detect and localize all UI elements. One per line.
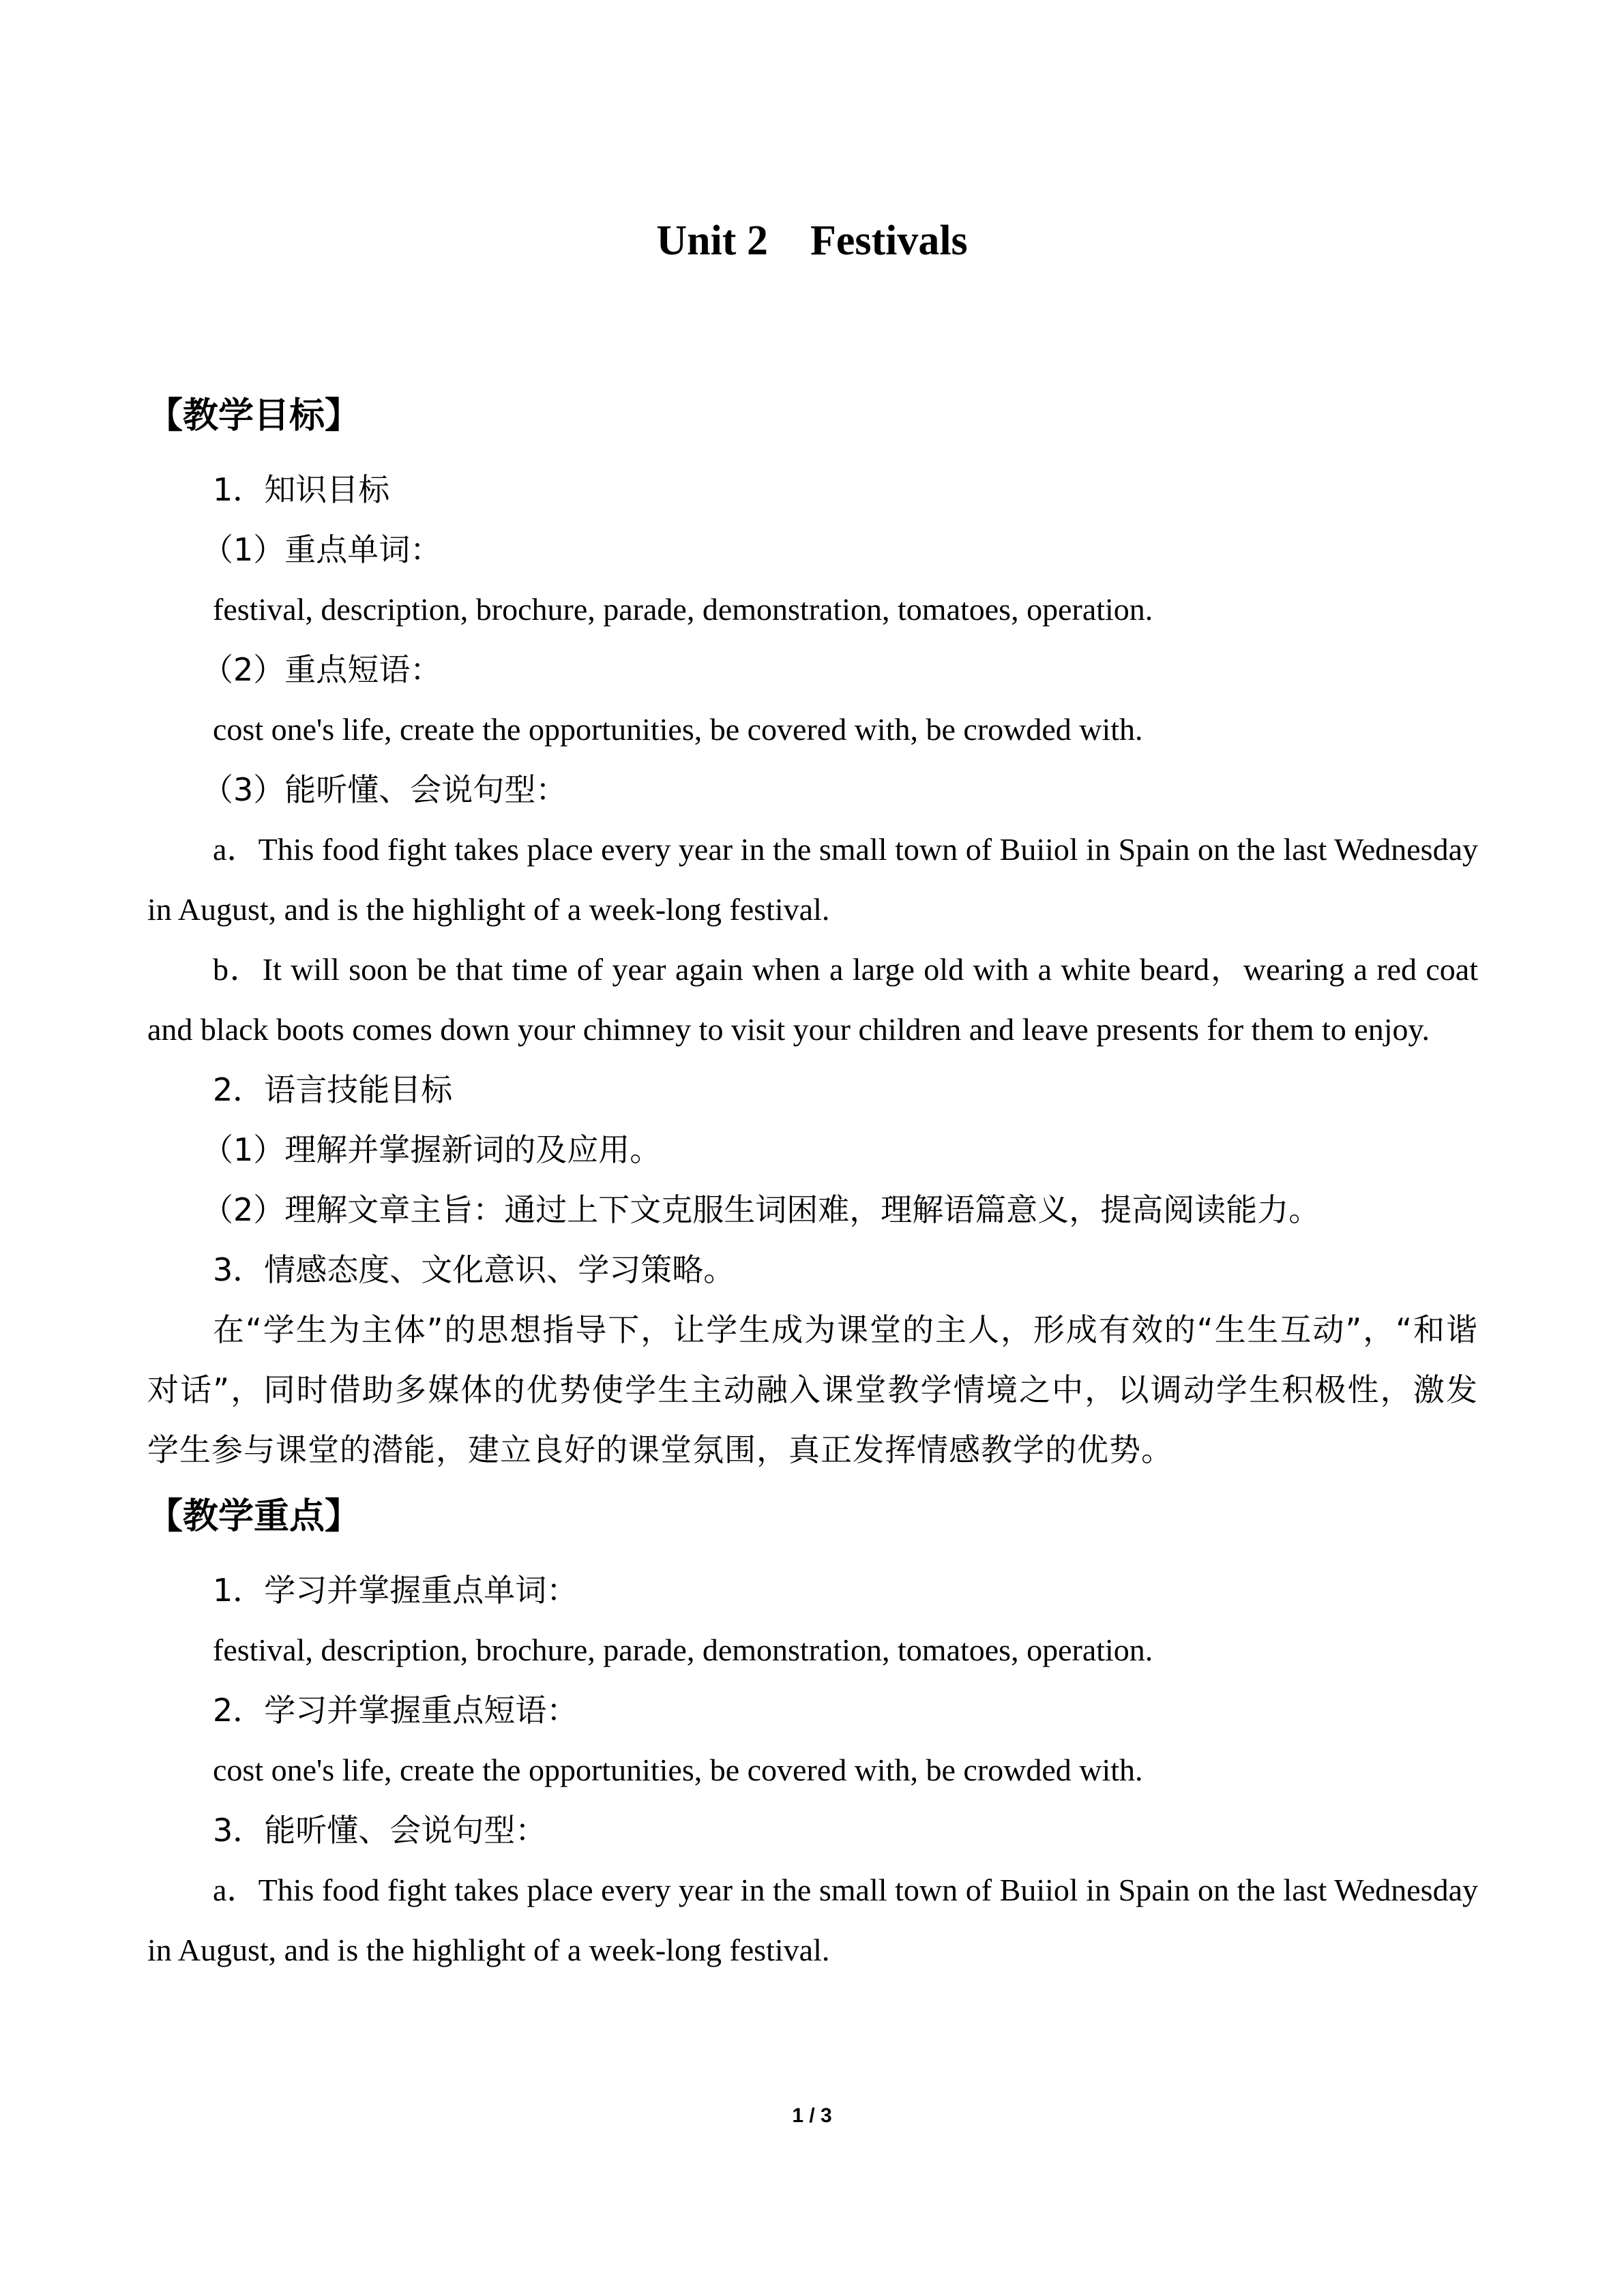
key-phrases-heading: （2）重点短语： [202, 651, 442, 688]
section-heading-objectives: 【教学目标】 [147, 396, 361, 436]
section-heading-key-points: 【教学重点】 [147, 1496, 361, 1537]
sentence-pattern-b: b．It will soon be that time of year again when a large old with a white beard，wearing a red coat and black boots comes down your chimney to visit your children and leave presents for them to enjoy. [147, 952, 1478, 1047]
page-number: 1 / 3 [792, 2104, 832, 2127]
key-words-heading: （1）重点单词： [202, 531, 442, 568]
key-point-sentence-a: a．This food fight takes place every year in the small town of Buiiol in Spain on the last Wednesday in August, and is the highlight of a week-long festival. [147, 1873, 1478, 1967]
key-phrases-list: cost one's life, create the opportunities, be covered with, be crowded with. [213, 712, 1143, 747]
language-skill-1: （1）理解并掌握新词的及应用。 [202, 1131, 662, 1168]
key-point-phrases-list: cost one's life, create the opportunities, be covered with, be crowded with. [213, 1753, 1143, 1787]
sentence-pattern-a: a．This food fight takes place every year in the small town of Buiiol in Spain on the last Wednesday in August, and is the highlight of a week-long festival. [147, 832, 1478, 927]
page-title: Unit 2 Festivals [656, 218, 968, 264]
language-skills-heading: 2．语言技能目标 [213, 1071, 453, 1108]
document-body [147, 382, 1478, 1980]
key-point-words-list: festival, description, brochure, parade, demonstration, tomatoes, operation. [213, 1632, 1153, 1667]
key-point-2: 2．学习并掌握重点短语： [213, 1692, 578, 1729]
emotion-objective-text: 在“学生为主体”的思想指导下，让学生成为课堂的主人，形成有效的“生生互动”，“和谐对话”，同时借助多媒体的优势使学生主动融入课堂教学情境之中，以调动学生积极性，激发学生参与课堂的潜能，建立良好的课堂氛围，真正发挥情感教学的优势。 [147, 1311, 1478, 1468]
language-skill-2: （2）理解文章主旨：通过上下文克服生词困难，理解语篇意义，提高阅读能力。 [202, 1191, 1320, 1228]
key-point-3: 3．能听懂、会说句型： [213, 1812, 547, 1849]
sentence-patterns-heading: （3）能听懂、会说句型： [202, 771, 567, 808]
knowledge-objective-heading: 1．知识目标 [213, 471, 390, 508]
key-point-1: 1．学习并掌握重点单词： [213, 1572, 578, 1609]
key-words-list: festival, description, brochure, parade, demonstration, tomatoes, operation. [213, 592, 1153, 627]
emotion-objective-heading: 3．情感态度、文化意识、学习策略。 [213, 1251, 735, 1288]
